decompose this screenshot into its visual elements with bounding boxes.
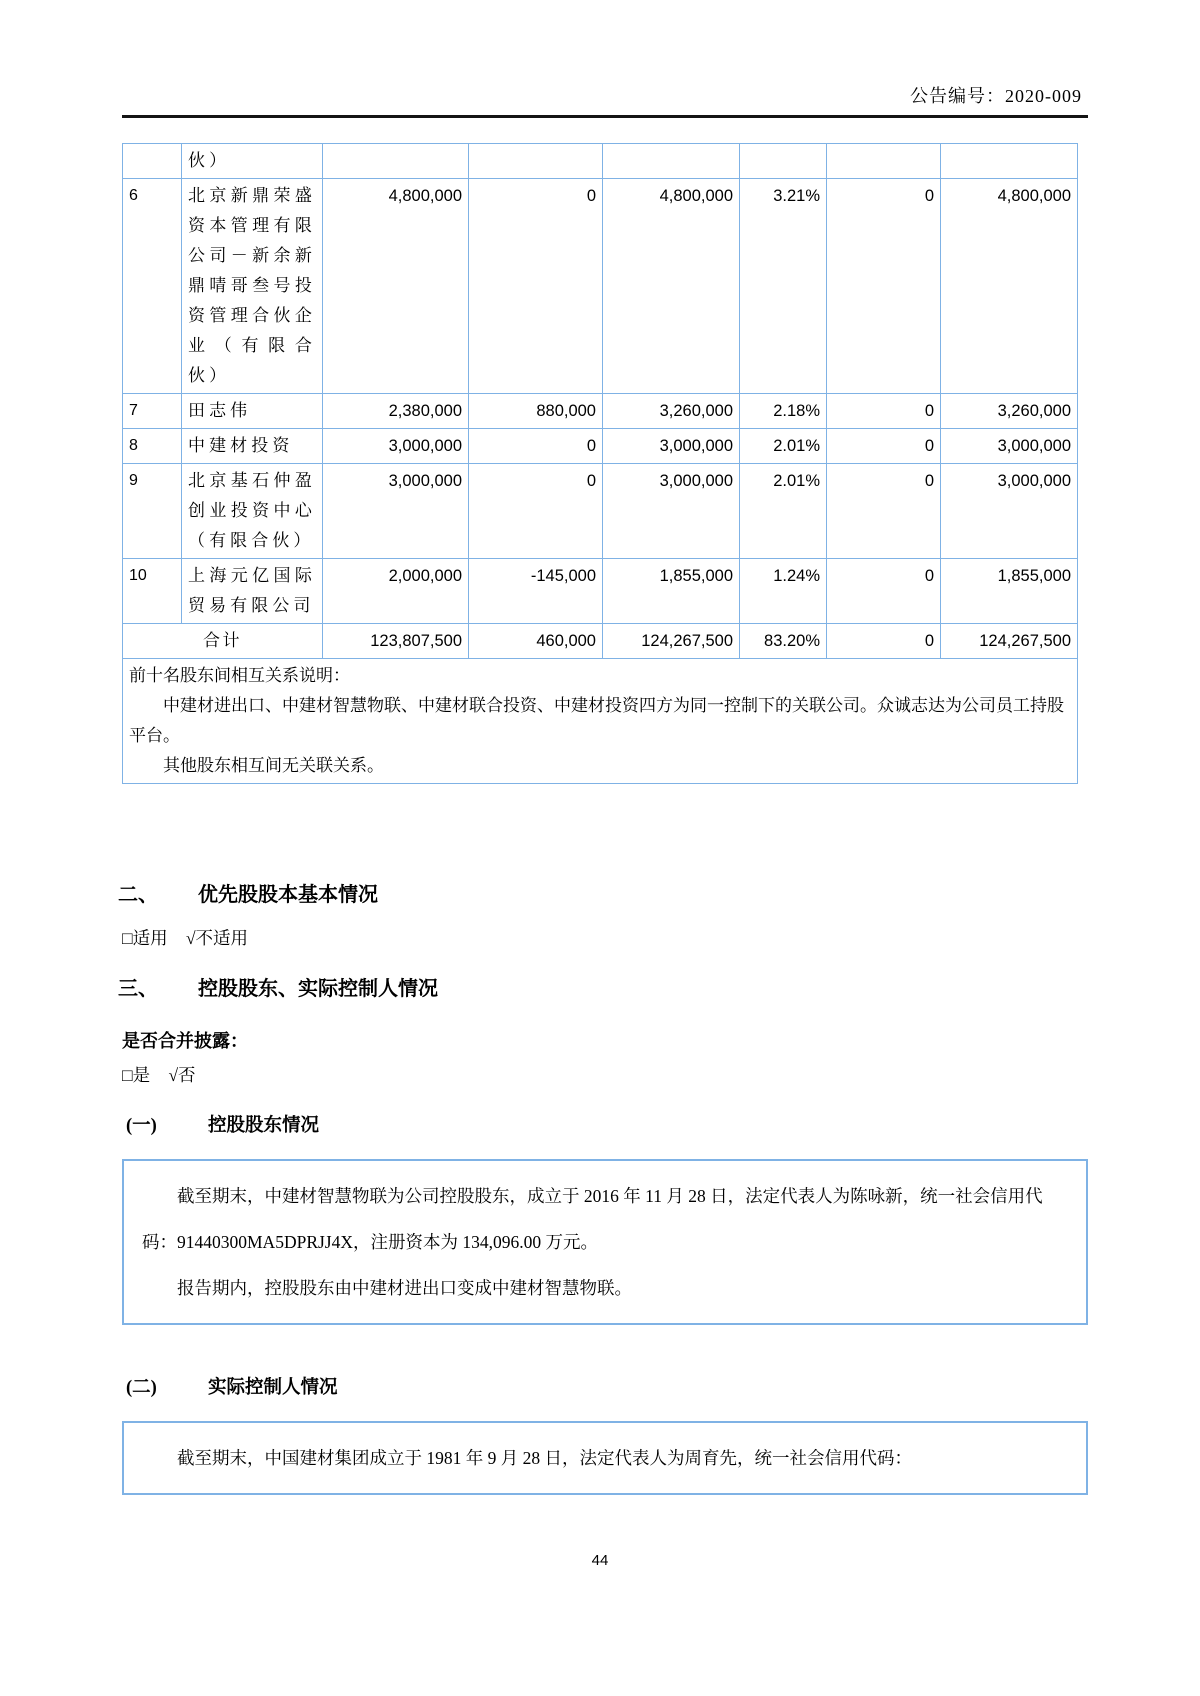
shares-voting: 1,855,000 (941, 559, 1078, 624)
section-heading-preferred-shares (118, 878, 1088, 907)
total-begin: 123,807,500 (323, 624, 469, 659)
shares-begin: 3,000,000 (323, 464, 469, 559)
shares-begin: 2,380,000 (323, 394, 469, 429)
shares-ratio: 2.01% (740, 464, 827, 559)
actual-controller-box (122, 1421, 1088, 1495)
shares-voting: 3,260,000 (941, 394, 1078, 429)
shares-end: 3,000,000 (603, 429, 740, 464)
table-cell-empty (469, 144, 603, 179)
checkbox-yes: □是 (122, 1065, 151, 1085)
section-number: 二、 (118, 884, 158, 906)
shares-pledged: 0 (827, 179, 941, 394)
shareholder-name: 中建材投资 (182, 429, 323, 464)
shareholder-rank: 9 (123, 464, 182, 559)
table-cell-empty (323, 144, 469, 179)
applicability-line (122, 925, 1088, 950)
merge-disclosure-options (122, 1062, 1088, 1087)
shares-pledged: 0 (827, 394, 941, 429)
shares-change: 880,000 (469, 394, 603, 429)
shareholders-table (122, 143, 1078, 784)
notes-paragraph: 其他股东相互间无关联关系。 (163, 756, 384, 775)
table-cell-empty (827, 144, 941, 179)
total-pledged: 0 (827, 624, 941, 659)
paragraph: 报告期内，控股股东由中建材进出口变成中建材智慧物联。 (177, 1278, 632, 1298)
total-ratio: 83.20% (740, 624, 827, 659)
table-row-6 (123, 179, 1078, 394)
merge-disclosure-label: 是否合并披露： (122, 1031, 248, 1051)
table-cell-empty (123, 144, 182, 179)
header-rule (122, 115, 1088, 118)
table-row-10 (123, 559, 1078, 624)
shares-pledged: 0 (827, 464, 941, 559)
shares-ratio: 1.24% (740, 559, 827, 624)
total-label: 合计 (123, 624, 323, 659)
checkbox-no: √否 (168, 1065, 196, 1085)
shareholder-name: 上海元亿国际贸易有限公司 (182, 559, 323, 624)
page-number: 44 (591, 1552, 609, 1569)
shareholder-rank: 8 (123, 429, 182, 464)
shares-pledged: 0 (827, 429, 941, 464)
subsection-number: (一) (126, 1116, 157, 1136)
shareholder-rank: 10 (123, 559, 182, 624)
shares-begin: 3,000,000 (323, 429, 469, 464)
shares-change: 0 (469, 429, 603, 464)
shares-ratio: 2.01% (740, 429, 827, 464)
shareholder-rank: 7 (123, 394, 182, 429)
shares-pledged: 0 (827, 559, 941, 624)
shares-end: 4,800,000 (603, 179, 740, 394)
shares-voting: 3,000,000 (941, 464, 1078, 559)
announcement-number: 公告编号：2020-009 (910, 86, 1082, 106)
total-change: 460,000 (469, 624, 603, 659)
shares-change: -145,000 (469, 559, 603, 624)
shares-ratio: 3.21% (740, 179, 827, 394)
relationship-notes (123, 659, 1078, 784)
shareholder-rank: 6 (123, 179, 182, 394)
table-row-7 (123, 394, 1078, 429)
checkbox-not-applicable: √不适用 (185, 928, 249, 948)
section-heading-controlling-shareholder (118, 972, 1088, 1001)
page-content (118, 82, 1088, 1495)
shares-voting: 4,800,000 (941, 179, 1078, 394)
subsection-heading-actual-controller (126, 1373, 1088, 1399)
total-end: 124,267,500 (603, 624, 740, 659)
shares-end: 3,260,000 (603, 394, 740, 429)
controlling-shareholder-box (122, 1159, 1088, 1325)
shares-begin: 2,000,000 (323, 559, 469, 624)
section-title: 优先股股本基本情况 (198, 884, 378, 906)
table-row-carryover (123, 144, 1078, 179)
notes-paragraph: 中建材进出口、中建材智慧物联、中建材联合投资、中建材投资四方为同一控制下的关联公司。众诚志达为公司员工持股平台。 (129, 696, 1064, 745)
checkbox-applicable: □适用 (122, 928, 168, 948)
shares-change: 0 (469, 179, 603, 394)
table-cell-empty (603, 144, 740, 179)
total-voting: 124,267,500 (941, 624, 1078, 659)
paragraph: 截至期末，中建材智慧物联为公司控股股东，成立于 2016 年 11 月 28 日，法定代表人为陈咏新，统一社会信用代码：91440300MA5DPRJJ4X，注册资本为 134,096.00 万元。 (142, 1186, 1043, 1252)
shares-change: 0 (469, 464, 603, 559)
subsection-title: 控股股东情况 (208, 1116, 320, 1136)
shareholder-name: 田志伟 (182, 394, 323, 429)
shares-end: 3,000,000 (603, 464, 740, 559)
table-cell-empty (941, 144, 1078, 179)
shares-ratio: 2.18% (740, 394, 827, 429)
table-cell-empty (740, 144, 827, 179)
subsection-title: 实际控制人情况 (208, 1378, 338, 1398)
subsection-number: (二) (126, 1378, 157, 1398)
notes-title: 前十名股东间相互关系说明： (129, 666, 350, 685)
shares-end: 1,855,000 (603, 559, 740, 624)
shareholder-name: 北京基石仲盈创业投资中心（有限合伙） (182, 464, 323, 559)
shares-begin: 4,800,000 (323, 179, 469, 394)
paragraph: 截至期末，中国建材集团成立于 1981 年 9 月 28 日，法定代表人为周育先，统一社会信用代码： (177, 1448, 912, 1468)
shares-voting: 3,000,000 (941, 429, 1078, 464)
subsection-heading-controlling-shareholder (126, 1111, 1088, 1137)
shareholder-name: 北京新鼎荣盛资本管理有限公司－新余新鼎啨哥叁号投资管理合伙企业（有限合伙） (182, 179, 323, 394)
table-row-notes (123, 659, 1078, 784)
section-title: 控股股东、实际控制人情况 (198, 978, 438, 1000)
table-row-8 (123, 429, 1078, 464)
section-number: 三、 (118, 978, 158, 1000)
table-row-9 (123, 464, 1078, 559)
table-row-total (123, 624, 1078, 659)
shareholder-name-fragment: 伙） (182, 144, 323, 179)
